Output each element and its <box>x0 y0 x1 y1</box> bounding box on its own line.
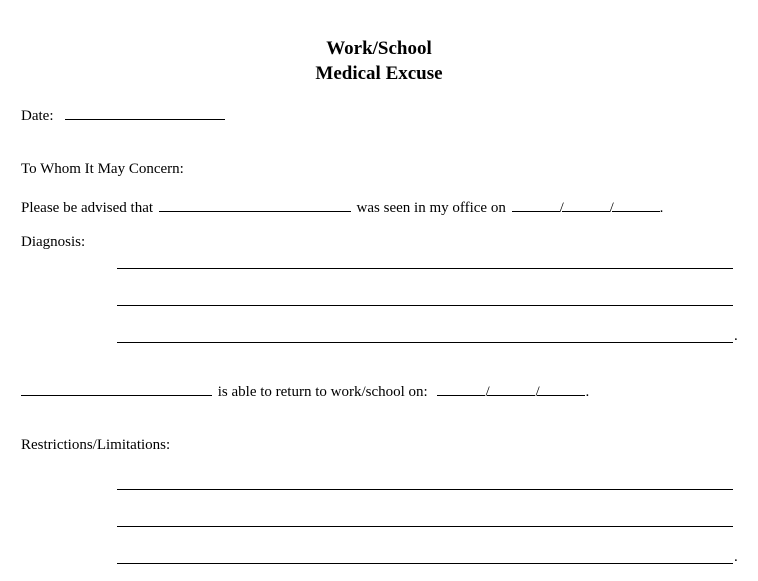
end-period: . <box>659 200 664 216</box>
end-period: . <box>585 384 590 400</box>
visit-date-day[interactable] <box>562 197 610 212</box>
date-slash: / <box>559 200 564 216</box>
salutation: To Whom It May Concern: <box>21 161 184 177</box>
date-slash: / <box>535 384 540 400</box>
title-line-2: Medical Excuse <box>315 63 443 84</box>
return-text: is able to return to work/school on: <box>217 384 428 400</box>
return-row <box>21 381 589 401</box>
restrictions-line-2[interactable] <box>117 526 733 527</box>
date-field[interactable] <box>65 105 225 120</box>
return-name-field[interactable] <box>21 381 212 396</box>
title-line-1: Work/School <box>326 38 432 59</box>
advised-prefix: Please be advised that <box>21 200 154 216</box>
restrictions-end-period: . <box>734 549 738 565</box>
advised-row <box>21 197 663 217</box>
date-slash: / <box>485 384 490 400</box>
date-row <box>21 105 225 125</box>
date-label: Date: <box>21 108 54 124</box>
diagnosis-line-1[interactable] <box>117 268 733 269</box>
return-date-month[interactable] <box>437 381 485 396</box>
date-slash: / <box>609 200 614 216</box>
patient-name-field[interactable] <box>159 197 351 212</box>
diagnosis-end-period: . <box>734 328 738 344</box>
return-date-field[interactable] <box>437 384 585 400</box>
visit-date-field[interactable] <box>512 200 660 216</box>
visit-date-year[interactable] <box>612 197 660 212</box>
diagnosis-label: Diagnosis: <box>21 234 86 250</box>
diagnosis-line-2[interactable] <box>117 305 733 306</box>
restrictions-line-1[interactable] <box>117 489 733 490</box>
restrictions-line-3[interactable] <box>117 563 733 564</box>
restrictions-label: Restrictions/Limitations: <box>21 437 171 453</box>
return-date-day[interactable] <box>487 381 535 396</box>
advised-middle: was seen in my office on <box>356 200 506 216</box>
visit-date-month[interactable] <box>512 197 560 212</box>
return-date-year[interactable] <box>537 381 585 396</box>
diagnosis-line-3[interactable] <box>117 342 733 343</box>
